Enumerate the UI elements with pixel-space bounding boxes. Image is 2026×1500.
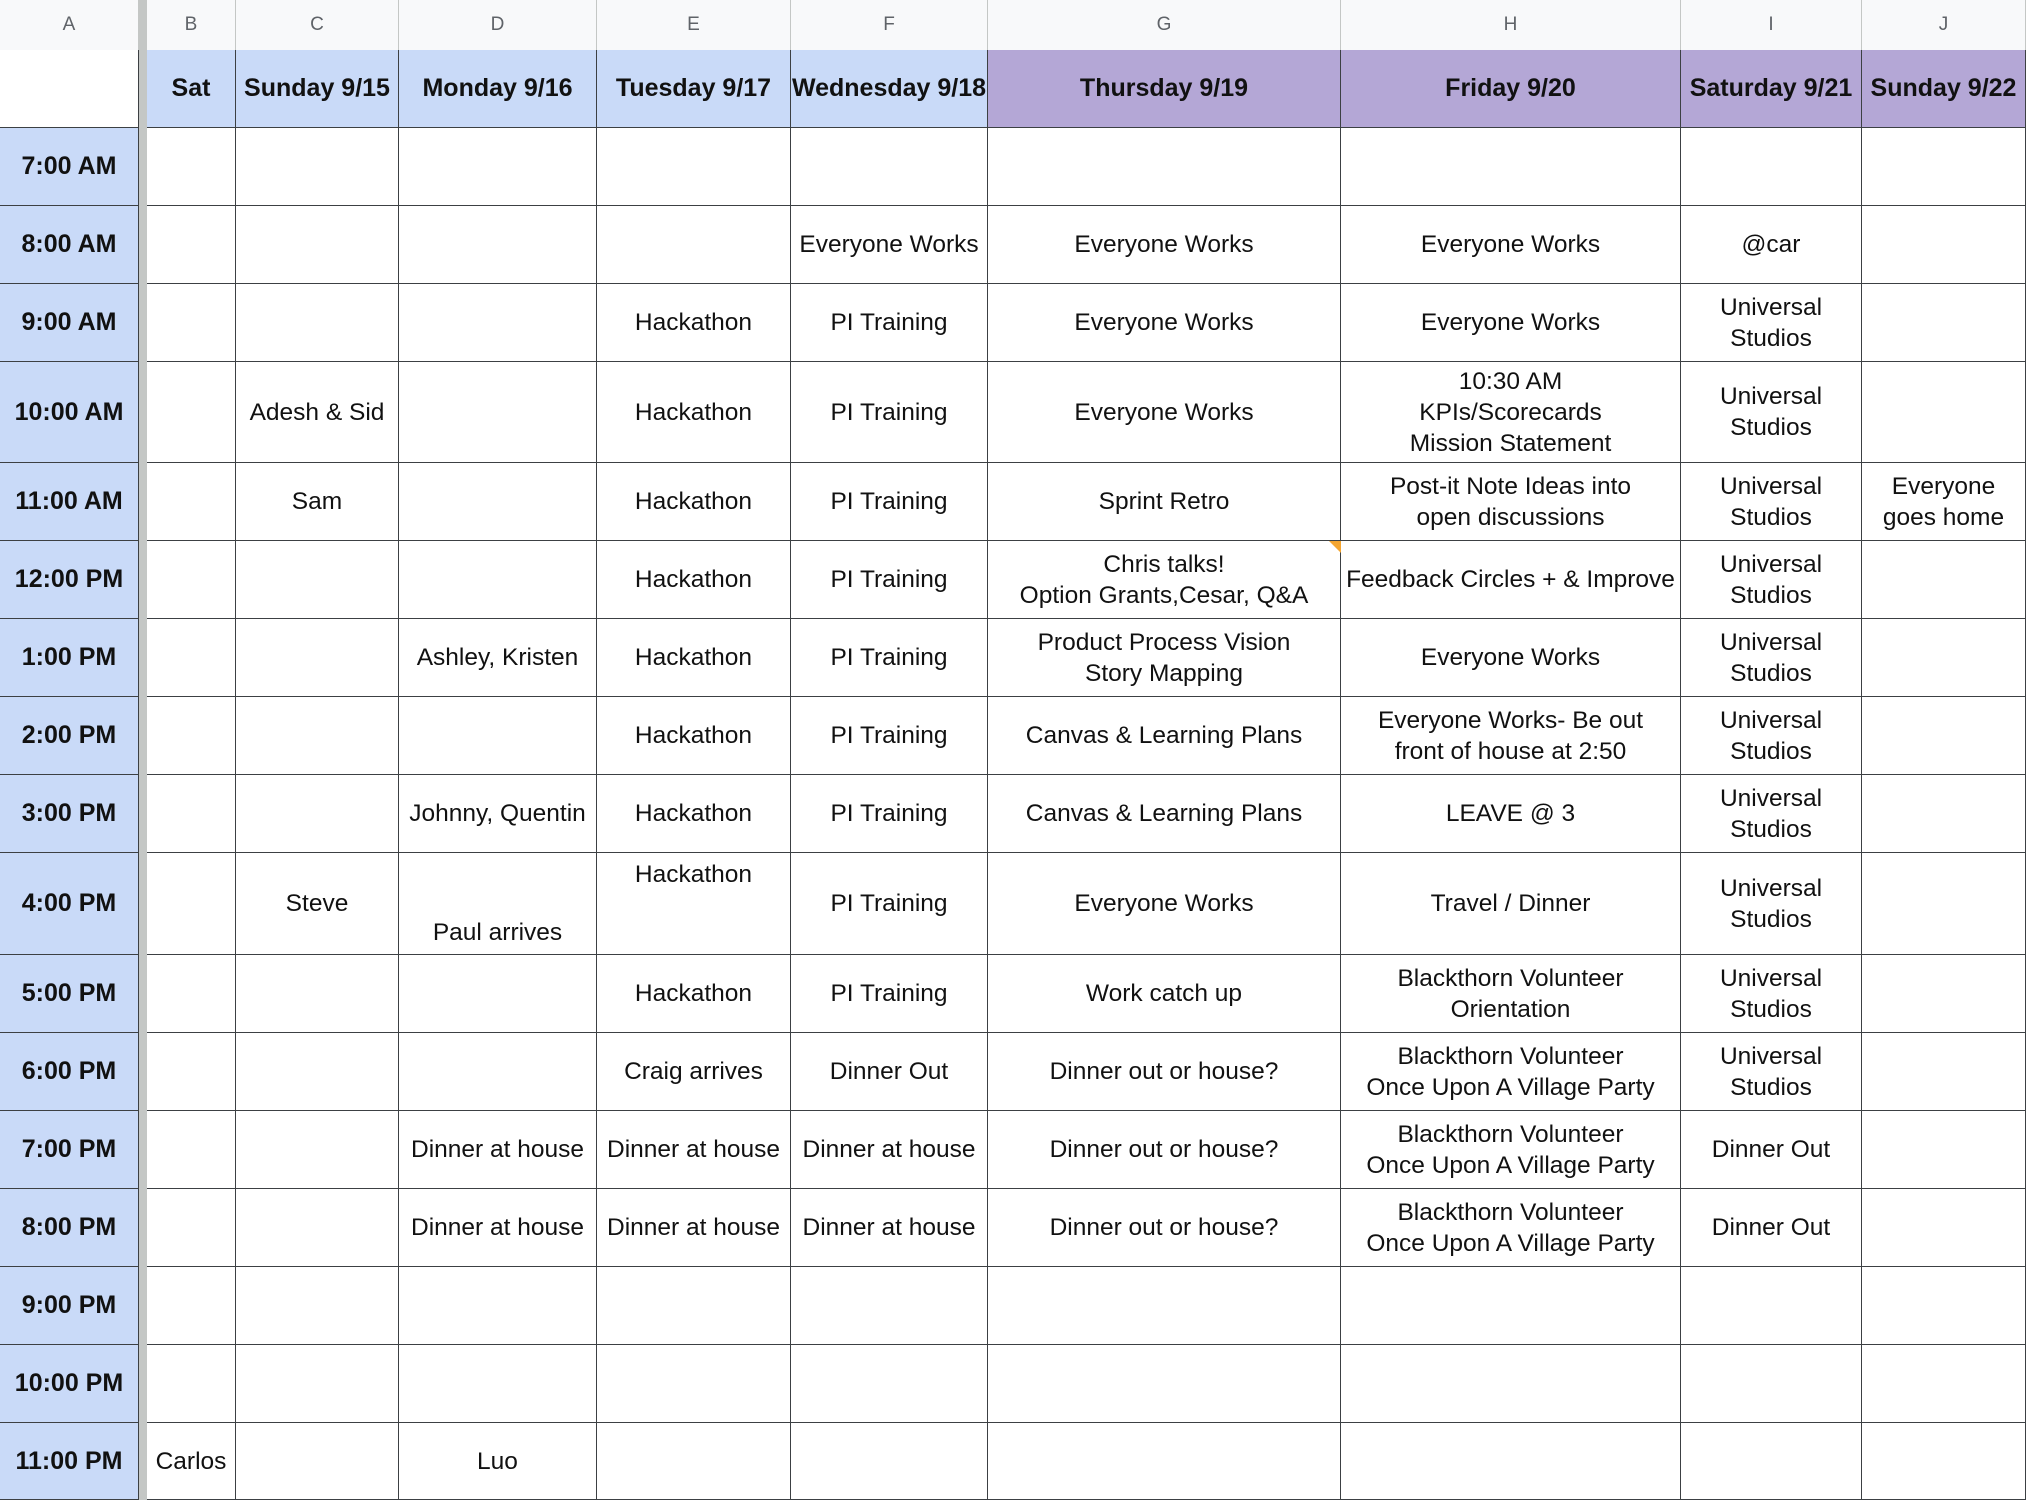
schedule-cell[interactable]: Johnny, Quentin bbox=[399, 775, 597, 853]
day-header[interactable]: Sat bbox=[147, 50, 236, 128]
time-label[interactable]: 7:00 AM bbox=[0, 128, 139, 206]
schedule-cell[interactable] bbox=[399, 1345, 597, 1423]
time-label[interactable]: 5:00 PM bbox=[0, 955, 139, 1033]
column-header-i[interactable]: I bbox=[1681, 0, 1862, 50]
day-header[interactable]: Sunday 9/22 bbox=[1862, 50, 2026, 128]
schedule-cell[interactable]: Dinner Out bbox=[791, 1033, 988, 1111]
freeze-divider[interactable] bbox=[139, 0, 147, 1500]
schedule-cell[interactable]: Dinner at house bbox=[399, 1111, 597, 1189]
schedule-cell[interactable]: Everyone Works bbox=[988, 284, 1341, 362]
schedule-cell[interactable] bbox=[147, 284, 236, 362]
schedule-cell[interactable] bbox=[399, 697, 597, 775]
schedule-cell[interactable] bbox=[236, 284, 399, 362]
schedule-cell[interactable]: Universal Studios bbox=[1681, 775, 1862, 853]
schedule-cell[interactable]: Hackathon bbox=[597, 955, 791, 1033]
schedule-cell[interactable]: Work catch up bbox=[988, 955, 1341, 1033]
schedule-cell[interactable] bbox=[1862, 1423, 2026, 1500]
schedule-cell[interactable]: Dinner at house bbox=[791, 1111, 988, 1189]
schedule-cell[interactable] bbox=[1862, 853, 2026, 955]
schedule-cell[interactable] bbox=[147, 1345, 236, 1423]
schedule-cell[interactable] bbox=[147, 619, 236, 697]
schedule-cell[interactable]: Universal Studios bbox=[1681, 1033, 1862, 1111]
schedule-cell[interactable] bbox=[147, 206, 236, 284]
time-label[interactable]: 11:00 AM bbox=[0, 463, 139, 541]
schedule-cell[interactable]: Universal Studios bbox=[1681, 853, 1862, 955]
schedule-cell[interactable]: Canvas & Learning Plans bbox=[988, 775, 1341, 853]
schedule-cell[interactable] bbox=[1862, 1345, 2026, 1423]
column-header-b[interactable]: B bbox=[147, 0, 236, 50]
schedule-cell[interactable]: Everyone Works bbox=[988, 362, 1341, 463]
schedule-cell[interactable] bbox=[399, 463, 597, 541]
time-label[interactable]: 10:00 AM bbox=[0, 362, 139, 463]
schedule-cell[interactable] bbox=[791, 1423, 988, 1500]
schedule-cell[interactable]: Adesh & Sid bbox=[236, 362, 399, 463]
column-header-j[interactable]: J bbox=[1862, 0, 2026, 50]
schedule-cell[interactable] bbox=[147, 362, 236, 463]
column-header-g[interactable]: G bbox=[988, 0, 1341, 50]
schedule-cell[interactable]: PI Training bbox=[791, 362, 988, 463]
schedule-cell[interactable]: Blackthorn Volunteer Orientation bbox=[1341, 955, 1681, 1033]
schedule-cell[interactable] bbox=[988, 1423, 1341, 1500]
day-header[interactable]: Saturday 9/21 bbox=[1681, 50, 1862, 128]
schedule-cell[interactable] bbox=[1862, 775, 2026, 853]
schedule-cell[interactable]: PI Training bbox=[791, 463, 988, 541]
schedule-cell[interactable] bbox=[791, 128, 988, 206]
schedule-cell[interactable]: PI Training bbox=[791, 541, 988, 619]
schedule-cell[interactable] bbox=[1681, 128, 1862, 206]
schedule-cell[interactable] bbox=[1862, 955, 2026, 1033]
schedule-cell[interactable] bbox=[1341, 1267, 1681, 1345]
schedule-cell[interactable]: Paul arrives bbox=[399, 853, 597, 955]
schedule-cell[interactable] bbox=[236, 1189, 399, 1267]
schedule-cell[interactable] bbox=[1862, 362, 2026, 463]
schedule-cell[interactable]: 10:30 AM KPIs/Scorecards Mission Statement bbox=[1341, 362, 1681, 463]
schedule-cell[interactable] bbox=[399, 541, 597, 619]
time-label[interactable]: 9:00 PM bbox=[0, 1267, 139, 1345]
column-header-a[interactable]: A bbox=[0, 0, 139, 50]
schedule-cell[interactable]: Universal Studios bbox=[1681, 619, 1862, 697]
schedule-cell[interactable]: Dinner Out bbox=[1681, 1189, 1862, 1267]
schedule-cell[interactable]: PI Training bbox=[791, 955, 988, 1033]
schedule-cell[interactable]: Craig arrives bbox=[597, 1033, 791, 1111]
schedule-cell[interactable]: Ashley, Kristen bbox=[399, 619, 597, 697]
schedule-cell[interactable]: Hackathon bbox=[597, 775, 791, 853]
schedule-cell[interactable] bbox=[1681, 1267, 1862, 1345]
schedule-cell[interactable]: Dinner out or house? bbox=[988, 1189, 1341, 1267]
schedule-cell[interactable]: Everyone Works bbox=[988, 853, 1341, 955]
schedule-cell[interactable] bbox=[597, 1423, 791, 1500]
schedule-cell[interactable] bbox=[1862, 1033, 2026, 1111]
schedule-cell[interactable]: Dinner Out bbox=[1681, 1111, 1862, 1189]
schedule-cell[interactable]: Dinner out or house? bbox=[988, 1033, 1341, 1111]
schedule-cell[interactable]: Feedback Circles + & Improve bbox=[1341, 541, 1681, 619]
time-label[interactable]: 1:00 PM bbox=[0, 619, 139, 697]
schedule-cell[interactable] bbox=[399, 206, 597, 284]
schedule-cell[interactable] bbox=[236, 128, 399, 206]
schedule-cell[interactable] bbox=[236, 775, 399, 853]
schedule-cell[interactable]: Dinner at house bbox=[597, 1189, 791, 1267]
schedule-cell[interactable]: Product Process Vision Story Mapping bbox=[988, 619, 1341, 697]
schedule-cell[interactable]: Hackathon bbox=[597, 463, 791, 541]
schedule-cell[interactable]: Hackathon bbox=[597, 619, 791, 697]
schedule-cell[interactable] bbox=[147, 955, 236, 1033]
schedule-cell[interactable]: Blackthorn Volunteer Once Upon A Village Party bbox=[1341, 1189, 1681, 1267]
schedule-cell[interactable] bbox=[1862, 1111, 2026, 1189]
schedule-cell[interactable]: Everyone Works- Be out front of house at 2:50 bbox=[1341, 697, 1681, 775]
schedule-cell[interactable] bbox=[236, 1033, 399, 1111]
time-label[interactable]: 9:00 AM bbox=[0, 284, 139, 362]
time-label[interactable]: 2:00 PM bbox=[0, 697, 139, 775]
schedule-cell[interactable] bbox=[147, 463, 236, 541]
schedule-cell[interactable]: Blackthorn Volunteer Once Upon A Village Party bbox=[1341, 1111, 1681, 1189]
schedule-cell[interactable]: PI Training bbox=[791, 284, 988, 362]
schedule-cell[interactable] bbox=[236, 1111, 399, 1189]
day-header[interactable]: Thursday 9/19 bbox=[988, 50, 1341, 128]
schedule-cell[interactable]: Everyone Works bbox=[791, 206, 988, 284]
schedule-cell[interactable]: Everyone Works bbox=[1341, 284, 1681, 362]
schedule-cell[interactable] bbox=[791, 1267, 988, 1345]
schedule-cell[interactable] bbox=[1862, 284, 2026, 362]
column-header-f[interactable]: F bbox=[791, 0, 988, 50]
comment-indicator-icon[interactable] bbox=[1329, 541, 1341, 553]
schedule-cell[interactable]: Universal Studios bbox=[1681, 697, 1862, 775]
day-header[interactable]: Tuesday 9/17 bbox=[597, 50, 791, 128]
schedule-cell[interactable] bbox=[1341, 1345, 1681, 1423]
column-header-e[interactable]: E bbox=[597, 0, 791, 50]
schedule-cell[interactable] bbox=[1862, 206, 2026, 284]
schedule-cell[interactable]: Post-it Note Ideas into open discussions bbox=[1341, 463, 1681, 541]
schedule-cell[interactable]: Hackathon bbox=[597, 697, 791, 775]
schedule-cell[interactable]: LEAVE @ 3 bbox=[1341, 775, 1681, 853]
schedule-cell[interactable] bbox=[399, 1033, 597, 1111]
schedule-cell[interactable] bbox=[1862, 541, 2026, 619]
schedule-cell[interactable]: Dinner at house bbox=[791, 1189, 988, 1267]
day-header[interactable]: Monday 9/16 bbox=[399, 50, 597, 128]
time-label[interactable]: 7:00 PM bbox=[0, 1111, 139, 1189]
schedule-cell[interactable] bbox=[399, 1267, 597, 1345]
schedule-cell[interactable]: Everyone Works bbox=[1341, 206, 1681, 284]
schedule-cell[interactable] bbox=[147, 1267, 236, 1345]
column-header-row bbox=[0, 0, 2026, 51]
schedule-cell[interactable] bbox=[147, 775, 236, 853]
schedule-cell[interactable]: Steve bbox=[236, 853, 399, 955]
schedule-cell[interactable]: Universal Studios bbox=[1681, 463, 1862, 541]
schedule-cell[interactable] bbox=[988, 128, 1341, 206]
schedule-cell[interactable] bbox=[236, 206, 399, 284]
schedule-cell[interactable]: PI Training bbox=[791, 853, 988, 955]
schedule-cell[interactable] bbox=[791, 1345, 988, 1423]
schedule-cell[interactable]: Hackathon bbox=[597, 284, 791, 362]
schedule-cell[interactable]: Everyone Works bbox=[988, 206, 1341, 284]
schedule-cell[interactable]: Hackathon bbox=[597, 853, 791, 955]
time-label[interactable]: 10:00 PM bbox=[0, 1345, 139, 1423]
schedule-cell[interactable]: Everyone goes home bbox=[1862, 463, 2026, 541]
schedule-cell[interactable] bbox=[236, 1423, 399, 1500]
schedule-cell[interactable] bbox=[597, 128, 791, 206]
schedule-cell[interactable] bbox=[1341, 128, 1681, 206]
schedule-cell[interactable]: Universal Studios bbox=[1681, 955, 1862, 1033]
time-label[interactable]: 6:00 PM bbox=[0, 1033, 139, 1111]
schedule-cell[interactable]: Chris talks! Option Grants,Cesar, Q&A bbox=[988, 541, 1341, 619]
schedule-cell[interactable]: @car bbox=[1681, 206, 1862, 284]
schedule-cell[interactable] bbox=[236, 1345, 399, 1423]
schedule-cell[interactable]: Sam bbox=[236, 463, 399, 541]
header-corner-cell[interactable] bbox=[0, 50, 139, 128]
schedule-cell[interactable]: Hackathon bbox=[597, 362, 791, 463]
time-label[interactable]: 4:00 PM bbox=[0, 853, 139, 955]
schedule-cell[interactable]: Luo bbox=[399, 1423, 597, 1500]
schedule-cell[interactable]: Universal Studios bbox=[1681, 362, 1862, 463]
schedule-cell[interactable] bbox=[147, 697, 236, 775]
schedule-cell[interactable] bbox=[597, 206, 791, 284]
schedule-cell[interactable] bbox=[399, 284, 597, 362]
schedule-cell[interactable]: Universal Studios bbox=[1681, 541, 1862, 619]
schedule-cell[interactable]: Travel / Dinner bbox=[1341, 853, 1681, 955]
schedule-cell[interactable]: Universal Studios bbox=[1681, 284, 1862, 362]
schedule-cell[interactable] bbox=[1862, 1189, 2026, 1267]
schedule-cell[interactable] bbox=[399, 955, 597, 1033]
schedule-cell[interactable] bbox=[1862, 697, 2026, 775]
schedule-cell[interactable] bbox=[988, 1345, 1341, 1423]
schedule-cell[interactable] bbox=[147, 128, 236, 206]
time-label[interactable]: 3:00 PM bbox=[0, 775, 139, 853]
schedule-cell[interactable] bbox=[988, 1267, 1341, 1345]
schedule-cell[interactable] bbox=[597, 1345, 791, 1423]
column-header-d[interactable]: D bbox=[399, 0, 597, 50]
schedule-cell[interactable] bbox=[597, 1267, 791, 1345]
schedule-cell[interactable] bbox=[147, 1189, 236, 1267]
schedule-cell[interactable]: Carlos bbox=[147, 1423, 236, 1500]
schedule-cell[interactable] bbox=[147, 1111, 236, 1189]
schedule-cell[interactable]: Canvas & Learning Plans bbox=[988, 697, 1341, 775]
schedule-cell[interactable]: Hackathon bbox=[597, 541, 791, 619]
schedule-cell[interactable]: PI Training bbox=[791, 697, 988, 775]
schedule-cell[interactable] bbox=[399, 362, 597, 463]
schedule-cell[interactable] bbox=[147, 853, 236, 955]
schedule-cell[interactable] bbox=[147, 1033, 236, 1111]
time-label[interactable]: 8:00 AM bbox=[0, 206, 139, 284]
schedule-cell[interactable]: Everyone Works bbox=[1341, 619, 1681, 697]
schedule-cell[interactable]: Sprint Retro bbox=[988, 463, 1341, 541]
schedule-cell[interactable] bbox=[1862, 128, 2026, 206]
schedule-cell[interactable] bbox=[1681, 1423, 1862, 1500]
time-label[interactable]: 12:00 PM bbox=[0, 541, 139, 619]
column-header-c[interactable]: C bbox=[236, 0, 399, 50]
day-header[interactable]: Sunday 9/15 bbox=[236, 50, 399, 128]
schedule-cell[interactable]: PI Training bbox=[791, 619, 988, 697]
time-label[interactable]: 8:00 PM bbox=[0, 1189, 139, 1267]
schedule-cell[interactable]: Dinner at house bbox=[597, 1111, 791, 1189]
schedule-cell[interactable]: PI Training bbox=[791, 775, 988, 853]
schedule-cell[interactable] bbox=[1862, 1267, 2026, 1345]
schedule-cell[interactable] bbox=[236, 541, 399, 619]
day-header[interactable]: Wednesday 9/18 bbox=[791, 50, 988, 128]
schedule-cell[interactable] bbox=[399, 128, 597, 206]
schedule-cell[interactable] bbox=[1341, 1423, 1681, 1500]
schedule-cell[interactable] bbox=[236, 619, 399, 697]
column-header-h[interactable]: H bbox=[1341, 0, 1681, 50]
schedule-cell[interactable] bbox=[236, 955, 399, 1033]
schedule-cell[interactable] bbox=[147, 541, 236, 619]
schedule-cell[interactable]: Dinner out or house? bbox=[988, 1111, 1341, 1189]
schedule-cell[interactable]: Dinner at house bbox=[399, 1189, 597, 1267]
schedule-cell[interactable] bbox=[236, 697, 399, 775]
schedule-cell[interactable] bbox=[1862, 619, 2026, 697]
schedule-cell[interactable]: Blackthorn Volunteer Once Upon A Village Party bbox=[1341, 1033, 1681, 1111]
schedule-cell[interactable] bbox=[236, 1267, 399, 1345]
time-label[interactable]: 11:00 PM bbox=[0, 1423, 139, 1500]
day-header[interactable]: Friday 9/20 bbox=[1341, 50, 1681, 128]
schedule-cell[interactable] bbox=[1681, 1345, 1862, 1423]
